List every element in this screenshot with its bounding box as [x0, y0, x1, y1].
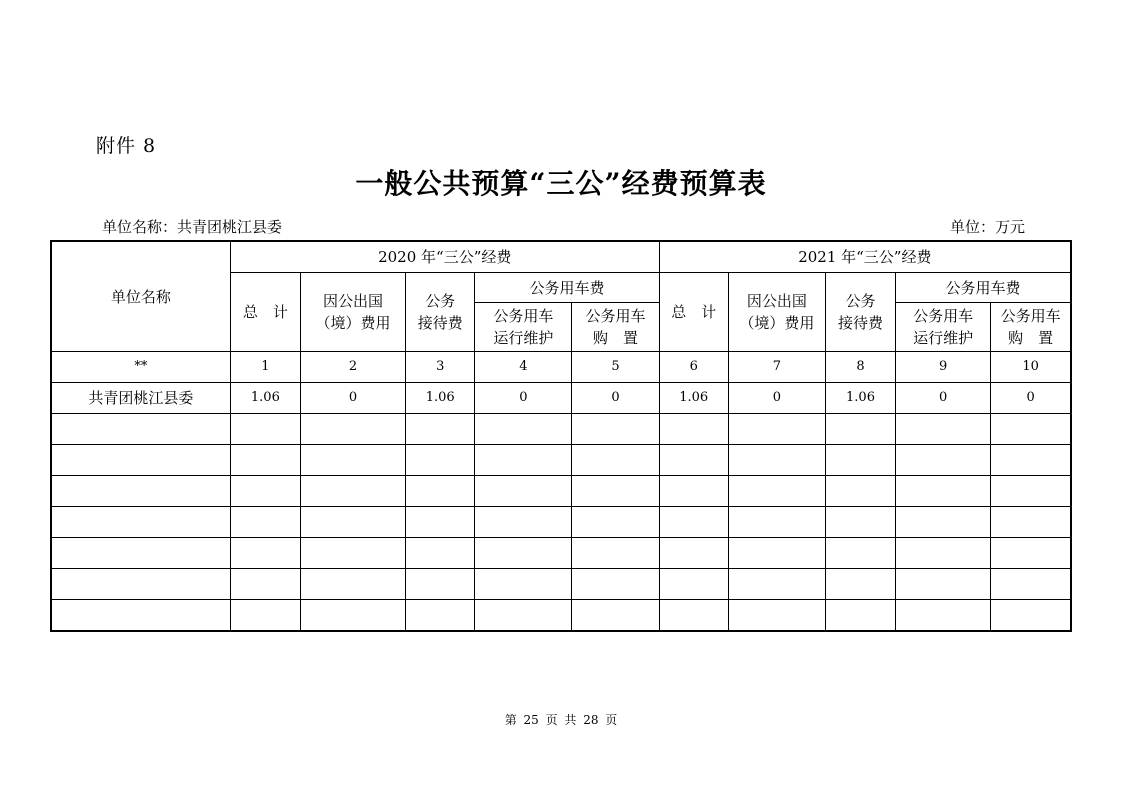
group-header-2020: 2020 年“三公”经费	[230, 241, 659, 273]
empty-cell	[51, 569, 230, 600]
empty-cell	[825, 476, 895, 507]
empty-cell	[406, 600, 475, 632]
vehicle-run-line1: 公务用车	[913, 307, 974, 325]
empty-cell	[728, 445, 825, 476]
vehicle-run-line2: 运行维护	[913, 329, 974, 347]
empty-cell	[572, 414, 659, 445]
index-cell: 5	[572, 352, 659, 383]
vehicle-buy-line2: 购 置	[1008, 329, 1054, 347]
abroad-header	[300, 273, 405, 352]
empty-cell	[659, 569, 728, 600]
vehicle-buy-line1: 公务用车	[585, 307, 646, 325]
attachment-label: 附件 8	[96, 135, 157, 157]
empty-cell	[659, 445, 728, 476]
empty-cell	[230, 538, 300, 569]
empty-cell	[230, 445, 300, 476]
empty-cell	[659, 507, 728, 538]
total-header: 总 计	[659, 273, 728, 352]
empty-cell	[991, 476, 1071, 507]
empty-cell	[825, 600, 895, 632]
unit-label: 单位：万元	[950, 218, 1026, 236]
value-cell: 1.06	[825, 383, 895, 414]
empty-cell	[406, 507, 475, 538]
index-cell: 3	[406, 352, 475, 383]
empty-row	[51, 538, 1071, 569]
empty-cell	[896, 507, 991, 538]
empty-cell	[230, 476, 300, 507]
empty-cell	[991, 414, 1071, 445]
index-cell: 6	[659, 352, 728, 383]
abroad-header-line1: 因公出国	[323, 292, 384, 310]
empty-cell	[728, 476, 825, 507]
empty-cell	[300, 569, 405, 600]
budget-table	[50, 240, 1072, 632]
empty-cell	[475, 445, 572, 476]
unit-name: 单位名称：共青团桃江县委	[102, 218, 283, 236]
empty-cell	[300, 414, 405, 445]
empty-cell	[572, 600, 659, 632]
vehicle-buy-header	[572, 303, 659, 352]
empty-cell	[475, 476, 572, 507]
empty-cell	[896, 569, 991, 600]
empty-cell	[659, 600, 728, 632]
vehicle-run-line2: 运行维护	[493, 329, 554, 347]
value-cell: 0	[300, 383, 405, 414]
index-cell: 1	[230, 352, 300, 383]
empty-cell	[825, 414, 895, 445]
empty-row	[51, 569, 1071, 600]
empty-cell	[896, 414, 991, 445]
empty-cell	[300, 476, 405, 507]
empty-cell	[230, 600, 300, 632]
empty-cell	[230, 569, 300, 600]
empty-cell	[475, 414, 572, 445]
empty-cell	[406, 476, 475, 507]
empty-cell	[728, 538, 825, 569]
table-row	[51, 383, 1071, 414]
reception-header-line2: 接待费	[417, 314, 463, 332]
empty-cell	[572, 538, 659, 569]
index-cell: 9	[896, 352, 991, 383]
vehicle-header: 公务用车费	[475, 273, 659, 303]
unit-name-cell: 共青团桃江县委	[51, 383, 230, 414]
empty-cell	[728, 569, 825, 600]
reception-header-line1: 公务	[845, 292, 876, 310]
vehicle-header: 公务用车费	[896, 273, 1071, 303]
empty-cell	[825, 538, 895, 569]
empty-cell	[51, 507, 230, 538]
vehicle-buy-header	[991, 303, 1071, 352]
empty-cell	[475, 538, 572, 569]
value-cell: 0	[991, 383, 1071, 414]
vehicle-buy-line2: 购 置	[593, 329, 639, 347]
empty-cell	[991, 600, 1071, 632]
empty-cell	[825, 507, 895, 538]
vehicle-run-header	[896, 303, 991, 352]
empty-cell	[230, 507, 300, 538]
empty-cell	[572, 569, 659, 600]
empty-cell	[659, 538, 728, 569]
empty-cell	[300, 507, 405, 538]
empty-cell	[51, 414, 230, 445]
index-cell: **	[51, 352, 230, 383]
empty-cell	[572, 476, 659, 507]
page-footer: 第 25 页 共 28 页	[504, 713, 618, 727]
vehicle-run-line1: 公务用车	[493, 307, 554, 325]
empty-cell	[728, 600, 825, 632]
empty-cell	[572, 445, 659, 476]
total-header: 总 计	[230, 273, 300, 352]
unit-col-header: 单位名称	[51, 241, 230, 352]
value-cell: 0	[572, 383, 659, 414]
index-row	[51, 352, 1071, 383]
reception-header-line1: 公务	[425, 292, 456, 310]
empty-cell	[51, 538, 230, 569]
empty-cell	[896, 538, 991, 569]
group-header-2021: 2021 年“三公”经费	[659, 241, 1071, 273]
reception-header	[825, 273, 895, 352]
empty-cell	[475, 507, 572, 538]
empty-cell	[300, 600, 405, 632]
index-cell: 7	[728, 352, 825, 383]
empty-cell	[896, 476, 991, 507]
empty-cell	[728, 507, 825, 538]
index-cell: 4	[475, 352, 572, 383]
index-cell: 8	[825, 352, 895, 383]
value-cell: 0	[728, 383, 825, 414]
value-cell: 0	[475, 383, 572, 414]
index-cell: 10	[991, 352, 1071, 383]
page-title: 一般公共预算“三公”经费预算表	[355, 167, 767, 200]
value-cell: 1.06	[406, 383, 475, 414]
empty-cell	[406, 414, 475, 445]
empty-cell	[991, 538, 1071, 569]
empty-cell	[475, 569, 572, 600]
empty-row	[51, 507, 1071, 538]
empty-cell	[572, 507, 659, 538]
abroad-header-line1: 因公出国	[746, 292, 807, 310]
empty-cell	[991, 445, 1071, 476]
empty-cell	[825, 445, 895, 476]
empty-row	[51, 476, 1071, 507]
empty-cell	[659, 476, 728, 507]
empty-cell	[475, 600, 572, 632]
abroad-header-line2: （境）费用	[315, 314, 391, 332]
empty-cell	[406, 569, 475, 600]
empty-cell	[406, 538, 475, 569]
value-cell: 1.06	[659, 383, 728, 414]
empty-cell	[230, 414, 300, 445]
empty-cell	[300, 445, 405, 476]
index-cell: 2	[300, 352, 405, 383]
abroad-header	[728, 273, 825, 352]
empty-cell	[991, 507, 1071, 538]
empty-cell	[825, 569, 895, 600]
abroad-header-line2: （境）费用	[739, 314, 815, 332]
reception-header-line2: 接待费	[838, 314, 884, 332]
vehicle-run-header	[475, 303, 572, 352]
empty-cell	[406, 445, 475, 476]
empty-cell	[300, 538, 405, 569]
reception-header	[406, 273, 475, 352]
empty-cell	[728, 414, 825, 445]
empty-cell	[991, 569, 1071, 600]
value-cell: 0	[896, 383, 991, 414]
header-row-groups	[51, 241, 1071, 273]
empty-row	[51, 445, 1071, 476]
vehicle-buy-line1: 公务用车	[1000, 307, 1061, 325]
empty-cell	[896, 445, 991, 476]
empty-cell	[51, 600, 230, 632]
empty-row	[51, 600, 1071, 632]
empty-cell	[896, 600, 991, 632]
value-cell: 1.06	[230, 383, 300, 414]
empty-cell	[51, 445, 230, 476]
empty-cell	[51, 476, 230, 507]
empty-cell	[659, 414, 728, 445]
empty-row	[51, 414, 1071, 445]
